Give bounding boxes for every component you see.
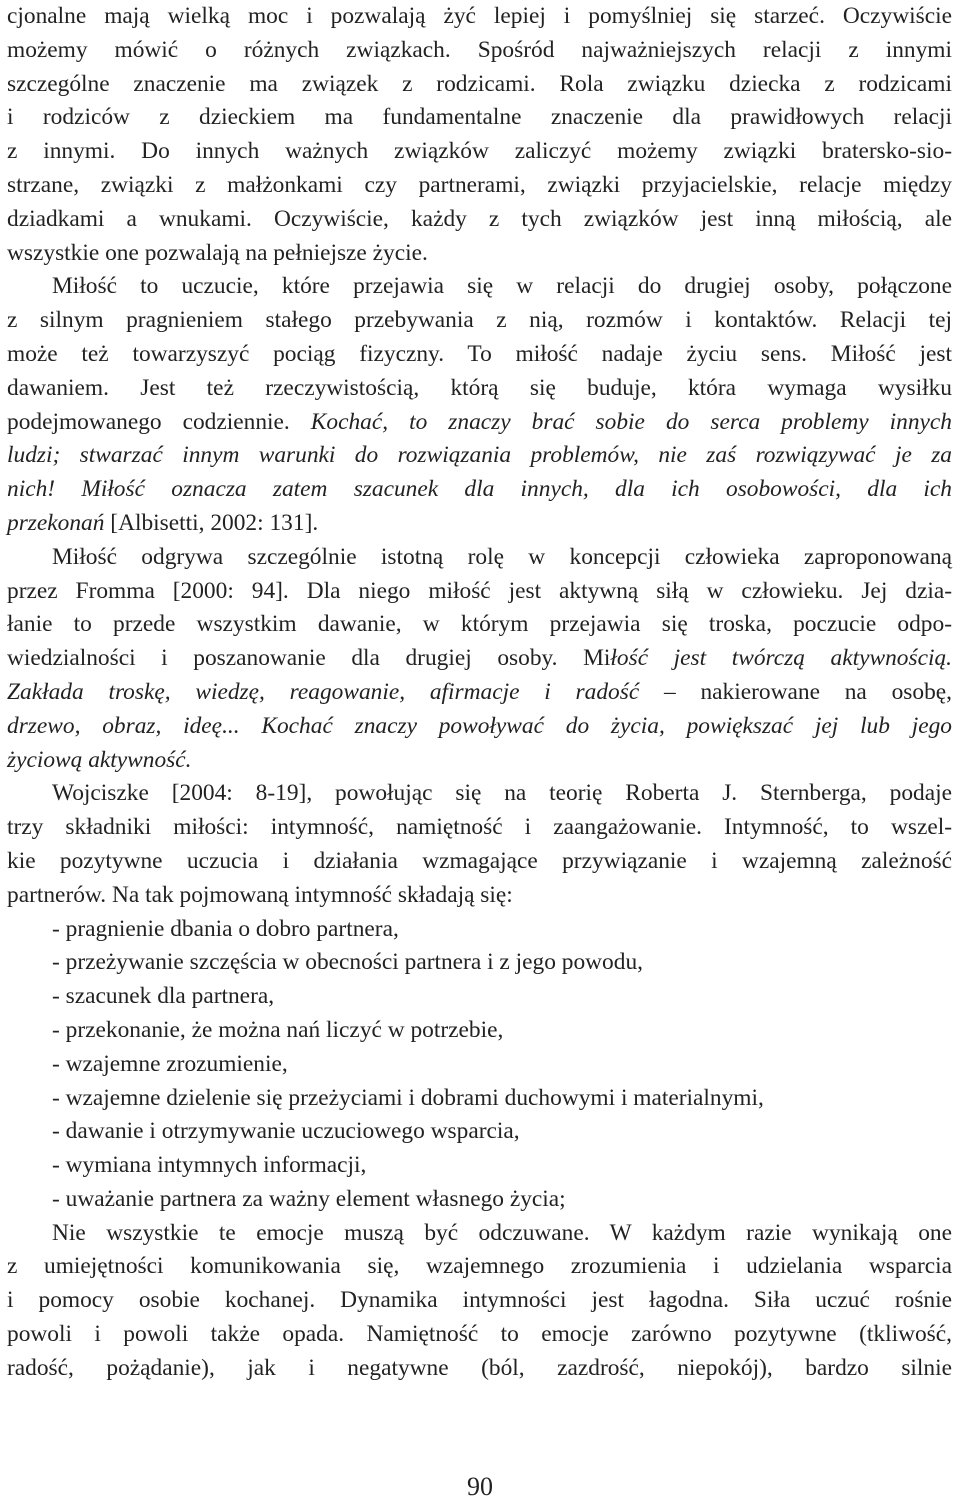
text-line: z umiejętności komunikowania się, wzajemnego zrozumienia i udzielania wsparcia [7, 1253, 952, 1280]
text-line [7, 406, 952, 440]
list-item: - pragnienie dbania o dobro partnera, [52, 915, 399, 942]
text-line: partnerów. Na tak pojmowaną intymność składają się: [7, 881, 513, 908]
text-segment: – nakierowane na osobę, [639, 678, 952, 705]
quote-segment: Kochać, to znaczy brać sobie do serca problemy innych [310, 408, 952, 435]
list-item: - przekonanie, że można nań liczyć w potrzebie, [52, 1016, 504, 1043]
list-item: - wzajemne zrozumienie, [52, 1050, 288, 1077]
text-segment: wiedzialności i poszanowanie dla drugiej osoby. Mi [7, 645, 611, 672]
quote-segment: nich! [7, 476, 82, 503]
text-line: i rodziców z dzieckiem ma fundamentalne znaczenie dla prawidłowych relacji [7, 104, 952, 131]
text-line: z innymi. Do innych ważnych związków zaliczyć możemy związki bratersko-sio- [7, 138, 952, 165]
text-line: powoli i powoli także opada. Namiętność to emocje zarówno pozytywne (tkliwość, [7, 1321, 952, 1348]
text-line: radość, pożądanie), jak i negatywne (ból, zazdrość, niepokój), bardzo silnie [7, 1354, 952, 1381]
text-line: szczególne znaczenie ma związek z rodzicami. Rola związku dziecka z rodzicami [7, 70, 952, 97]
paragraph-closing [7, 1217, 952, 1386]
text-line: kie pozytywne uczucia i działania wzmagające przywiązanie i wzajemną zależność [7, 847, 952, 874]
text-segment: podejmowanego codziennie. [7, 408, 311, 435]
text-line: może też towarzyszyć pociąg fizyczny. To miłość nadaje życiu sens. Miłość jest [7, 340, 952, 367]
paragraph-relationships [7, 0, 952, 270]
page-number: 90 [467, 1472, 493, 1501]
text-line: Miłość odgrywa szczególnie istotną rolę w koncepcji człowieka zaproponowaną [52, 543, 952, 570]
paragraph-sternberg [7, 777, 952, 912]
text-line: wszystkie one pozwalają na pełniejsze życie. [7, 239, 428, 266]
list-item: - przeżywanie szczęścia w obecności partnera i z jego powodu, [52, 949, 643, 976]
paragraph-love-definition [7, 270, 952, 540]
text-line [7, 676, 952, 710]
intimacy-components-list [7, 913, 952, 1217]
quote-segment: Zakłada troskę, wiedzę, reagowanie, afirmacje i radość [7, 678, 640, 705]
quote-segment: łość jest twórczą aktywnością. [610, 645, 953, 672]
quote-line: drzewo, obraz, ideę... Kochać znaczy powoływać do życia, powiększać jej lub jego [7, 712, 952, 739]
text-line: Wojciszke [2004: 8-19], powołując się na teorię Roberta J. Sternberga, podaje [52, 780, 952, 807]
quote-segment: Miłość oznacza zatem szacunek dla innych, dla ich osobowości, dla ich [81, 476, 952, 503]
text-line: możemy mówić o różnych związkach. Spośród najważniejszych relacji z innymi [7, 36, 952, 63]
quote-line: życiową aktywność. [7, 746, 192, 773]
text-line: i pomocy osobie kochanej. Dynamika intymności jest łagodna. Siła uczuć rośnie [7, 1287, 952, 1314]
quote-line: ludzi; stwarzać innym warunki do rozwiązania problemów, nie zaś rozwiązywać je za [7, 442, 952, 469]
text-line: Nie wszystkie te emocje muszą być odczuwane. W każdym razie wynikają one [52, 1219, 952, 1246]
list-item: - szacunek dla partnera, [52, 983, 275, 1010]
text-line: przez Fromma [2000: 94]. Dla niego miłość jest aktywną siłą w człowieku. Jej dzia- [7, 577, 952, 604]
citation: [Albisetti, 2002: 131]. [104, 509, 319, 536]
text-line: dziadkami a wnukami. Oczywiście, każdy z tych związków jest inną miłością, ale [7, 205, 952, 232]
list-item: - wzajemne dzielenie się przeżyciami i dobrami duchowymi i materialnymi, [52, 1084, 764, 1111]
text-line: trzy składniki miłości: intymność, namiętność i zaangażowanie. Intymność, to wszel- [7, 814, 952, 841]
text-line [7, 507, 952, 541]
quote-line [7, 473, 952, 507]
body-text [7, 0, 952, 1386]
quote-segment: przekonań [7, 509, 105, 536]
list-item: - uważanie partnera za ważny element własnego życia; [52, 1185, 566, 1212]
text-line: Miłość to uczucie, które przejawia się w relacji do drugiej osoby, połączone [52, 273, 952, 300]
list-item: - dawanie i otrzymywanie uczuciowego wsparcia, [52, 1118, 520, 1145]
text-line: strzane, związki z małżonkami czy partnerami, związki przyjacielskie, relacje między [7, 171, 952, 198]
document-page [7, 0, 952, 1506]
text-line: z silnym pragnieniem stałego przebywania z nią, rozmów i kontaktów. Relacji tej [7, 307, 952, 334]
list-item: - wymiana intymnych informacji, [52, 1152, 367, 1179]
text-line: cjonalne mają wielką moc i pozwalają żyć lepiej i pomyślniej się starzeć. Oczywiście [7, 3, 952, 29]
text-line [7, 642, 952, 676]
text-line: łanie to przede wszystkim dawanie, w którym przejawia się troska, poczucie odpo- [7, 611, 952, 638]
text-line: dawaniem. Jest też rzeczywistością, którą się buduje, która wymaga wysiłku [7, 374, 952, 401]
paragraph-fromm [7, 541, 952, 778]
